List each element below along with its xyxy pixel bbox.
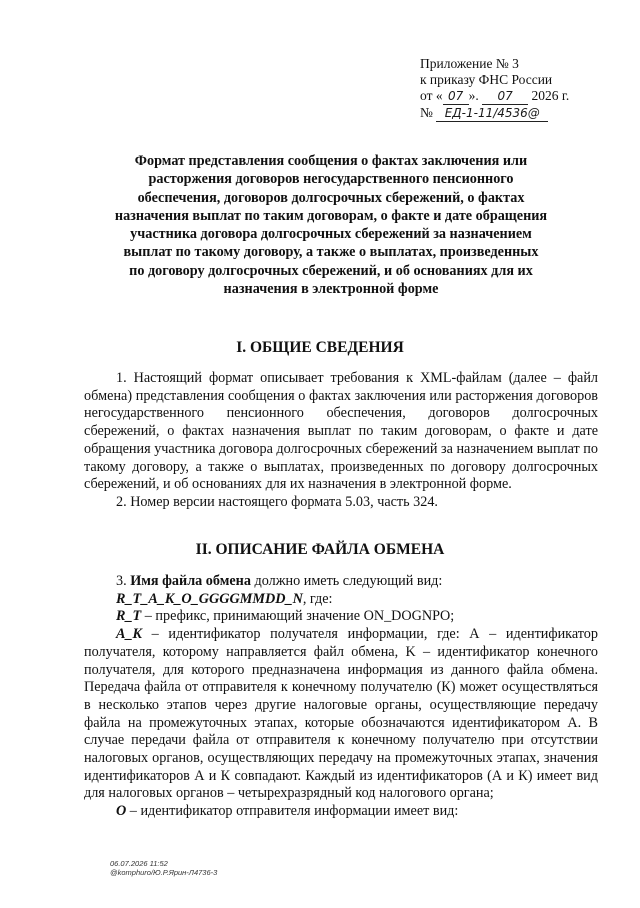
paragraph-1: 1. Настоящий формат описывает требования к XML-файлам (далее – файл обмена) представления сообщения о фактах заключения или расторжения договоров негосударственного пенсионного обеспечения, договоров долгосрочных сбережений, о фактах назначения выплат по таким договорам, о факте и дате обращения участника договора долгосрочных сбережений за назначением выплат по такому договору, а также о выплатах, произведенных по договору долгосрочных сбережений, и об основаниях для их назначения в электронной форме.	[84, 370, 598, 493]
title-line: назначения в электронной форме	[223, 281, 439, 298]
date-month: 07	[482, 88, 528, 105]
appendix-date	[420, 88, 569, 105]
title-line: по договору долгосрочных сбережений, и об основаниях для их	[129, 262, 533, 279]
paragraph-3	[84, 573, 598, 591]
print-author: @komphuro/Ю.Р.Ярин-Л4736-3	[110, 868, 218, 877]
definition-text: – идентификатор получателя информации, где: А – идентификатор получателя, которому направляется файл обмена, K – идентификатор конечного получателя, для которого предназначена информация из данного файла обмена. Передача файла от отправителя к конечному получателю (К) может осуществляться в несколько этапов через другие налоговые органы, осуществляющие передачу файла на промежуточных этапах, которые обозначаются идентификатором А. В случае передачи файла от отправителя к конечному получателю при отсутствии налоговых органов, осуществляющих передачу на промежуточных этапах, значения идентификаторов А и К совпадают. Каждый из идентификаторов (А и К) имеет вид для налоговых органов – четырехразрядный код налогового органа;	[84, 626, 598, 802]
title-line: Формат представления сообщения о фактах заключения или	[134, 153, 528, 169]
section-exchange-body	[84, 573, 598, 821]
date-year: 2026 г.	[531, 88, 570, 103]
date-prefix: от «	[420, 88, 443, 103]
title-line: обеспечения, договоров долгосрочных сбережений, о фактах	[137, 189, 525, 206]
filename-suffix: , где:	[302, 590, 333, 607]
section-heading-general: I. ОБЩИЕ СВЕДЕНИЯ	[236, 339, 404, 356]
date-separator: ».	[468, 88, 479, 103]
paragraph-2: 2. Номер версии настоящего формата 5.03, часть 324.	[116, 493, 438, 510]
appendix-number	[420, 105, 569, 122]
filename-pattern: R_T_A_K_O_GGGGMMDD_N	[116, 590, 303, 607]
order-number: ЕД-1-11/4536@	[436, 105, 548, 122]
term-ak: A_K	[116, 626, 143, 643]
term-file-name: Имя файла обмена	[130, 573, 251, 589]
title-line: участника договора долгосрочных сбережений за назначением	[130, 226, 532, 243]
appendix-block	[420, 56, 569, 122]
paragraph-text: должно иметь следующий вид:	[250, 573, 443, 589]
filename-pattern-line	[84, 591, 598, 609]
definition-text: – идентификатор отправителя информации имеет вид:	[126, 803, 459, 820]
section-heading-exchange-file: II. ОПИСАНИЕ ФАЙЛА ОБМЕНА	[195, 541, 445, 558]
date-day: 07	[443, 88, 469, 105]
paragraph-number: 3.	[116, 573, 131, 589]
term-o: O	[116, 803, 127, 820]
number-prefix: №	[420, 105, 433, 120]
definition-o	[84, 803, 598, 821]
title-line: выплат по такому договору, а также о выплатах, произведенных	[123, 244, 539, 261]
appendix-title: Приложение № 3	[420, 56, 519, 71]
print-timestamp: 06.07.2026 11:52	[110, 859, 168, 868]
title-line: расторжения договоров негосударственного пенсионного	[148, 171, 514, 188]
print-footer	[110, 859, 217, 877]
definition-rt	[84, 608, 598, 626]
definition-ak	[84, 626, 598, 803]
section-general-body	[84, 370, 598, 512]
definition-text: – префикс, принимающий значение ON_DOGNPO;	[141, 608, 455, 625]
document-title	[96, 152, 566, 298]
term-rt: R_T	[116, 608, 142, 625]
appendix-order: к приказу ФНС России	[420, 72, 553, 87]
title-line: назначения выплат по таким договорам, о факте и дате обращения	[114, 207, 548, 224]
